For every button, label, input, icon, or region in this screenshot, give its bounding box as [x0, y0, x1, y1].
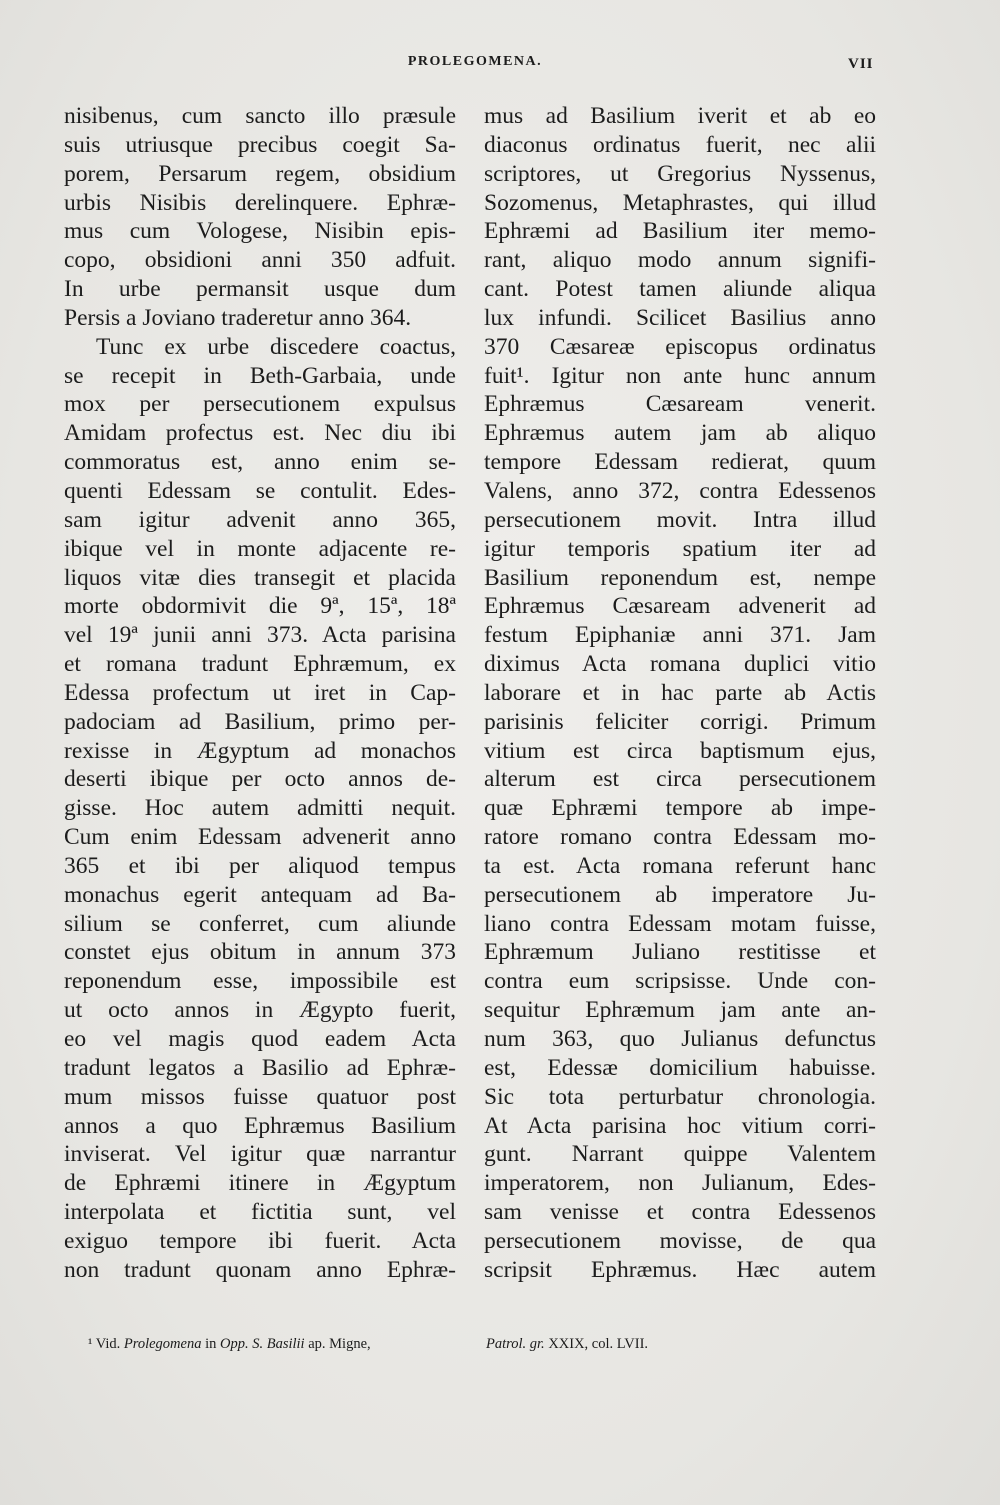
text-line: non tradunt quonam anno Ephræ- [64, 1256, 456, 1283]
text-line: Ephræmum Juliano restitisse et [484, 939, 876, 966]
text-line: Persis a Joviano traderetur anno 364. [64, 304, 412, 331]
text-line: est, Edessæ domicilium habuisse. [484, 1054, 876, 1081]
footnote-vid: Vid. [95, 1336, 121, 1352]
text-line: rexisse in Ægyptum ad monachos [64, 737, 456, 764]
text-line: rant, aliquo modo annum signifi- [484, 247, 876, 274]
text-line: alterum est circa persecutionem [484, 766, 876, 793]
text-line: ut octo annos in Ægypto fuerit, [64, 997, 456, 1024]
text-line: mus ad Basilium iverit et ab eo [484, 103, 876, 129]
text-line: monachus egerit antequam ad Ba- [64, 881, 456, 908]
footnote-patrol: Patrol. gr. [486, 1336, 545, 1352]
text-line: festum Epiphaniæ anni 371. Jam [484, 622, 876, 649]
text-line: laborare et in hac parte ab Actis [484, 679, 876, 706]
text-line: ibique vel in monte adjacente re- [64, 535, 456, 562]
text-line: scripsit Ephræmus. Hæc autem [484, 1256, 876, 1283]
text-line: Tunc ex urbe discedere coactus, [96, 333, 456, 360]
running-title: PROLEGOMENA. [407, 54, 543, 69]
text-line: sequitur Ephræmum jam ante an- [484, 997, 876, 1024]
text-line: persecutionem ab imperatore Ju- [484, 881, 876, 908]
text-line: padociam ad Basilium, primo per- [64, 708, 456, 735]
text-line: quenti Edessam se contulit. Edes- [64, 477, 456, 504]
text-line: 365 et ibi per aliquod tempus [64, 852, 456, 879]
text-line: persecutionem movit. Intra illud [484, 506, 876, 533]
right-text-column [484, 102, 876, 1285]
text-line: Sic tota perturbatur chronologia. [484, 1083, 876, 1110]
text-line: In urbe permansit usque dum [64, 276, 456, 303]
text-line: 370 Cæsareæ episcopus ordinatus [484, 333, 876, 360]
text-line: sam igitur advenit anno 365, [64, 506, 456, 533]
text-line: imperatorem, non Julianum, Edes- [484, 1170, 876, 1197]
text-line: copo, obsidioni anni 350 adfuit. [64, 247, 456, 274]
text-line: Ephræmus Cæsaream advenerit ad [484, 593, 876, 620]
text-line: persecutionem movisse, de qua [484, 1227, 876, 1254]
text-line: gunt. Narrant quippe Valentem [484, 1141, 876, 1168]
text-line: igitur temporis spatium iter ad [484, 535, 876, 562]
text-line: suis utriusque precibus coegit Sa- [64, 131, 456, 158]
text-line: contra eum scripsisse. Unde con- [484, 968, 876, 995]
text-line: num 363, quo Julianus defunctus [484, 1026, 876, 1052]
text-line: At Acta parisina hoc vitium corri- [484, 1112, 876, 1139]
text-line: eo vel magis quod eadem Acta [64, 1026, 456, 1052]
text-line: silium se conferret, cum aliunde [64, 910, 456, 937]
text-line: fuit¹. Igitur non ante hunc annum [484, 362, 876, 389]
text-line: se recepit in Beth-Garbaia, unde [64, 362, 456, 389]
text-line: ta est. Acta romana referunt hanc [484, 852, 876, 879]
footnote-marker: ¹ [88, 1336, 93, 1352]
text-line: deserti ibique per octo annos de- [64, 766, 456, 793]
text-line: cant. Potest tamen aliunde aliqua [484, 276, 876, 303]
text-line: vitium est circa baptismum ejus, [484, 737, 876, 764]
text-line: nisibenus, cum sancto illo præsule [64, 103, 456, 129]
text-line: inviserat. Vel igitur quæ narrantur [64, 1141, 456, 1168]
footnote-left [88, 1335, 371, 1353]
page-number: VII [848, 56, 874, 72]
text-line: tradunt legatos a Basilio ad Ephræ- [64, 1054, 456, 1081]
text-line: exiguo tempore ibi fuerit. Acta [64, 1227, 456, 1254]
text-line: vel 19ª junii anni 373. Acta parisina [64, 622, 456, 649]
text-line: et romana tradunt Ephræmum, ex [64, 651, 456, 678]
text-line: constet ejus obitum in annum 373 [64, 939, 456, 966]
text-line: Edessa profectum ut iret in Cap- [64, 679, 456, 706]
text-line: porem, Persarum regem, obsidium [64, 160, 456, 187]
text-line: Valens, anno 372, contra Edessenos [484, 477, 876, 504]
text-line: de Ephræmi itinere in Ægyptum [64, 1170, 456, 1197]
text-line: liano contra Edessam motam fuisse, [484, 910, 876, 937]
text-line: morte obdormivit die 9ª, 15ª, 18ª [64, 593, 456, 620]
footnote-column-ref: XXIX, col. LVII. [548, 1336, 649, 1352]
text-line: lux infundi. Scilicet Basilius anno [484, 304, 876, 331]
text-line: diximus Acta romana duplici vitio [484, 651, 876, 678]
text-line: urbis Nisibis derelinquere. Ephræ- [64, 189, 456, 216]
text-line: mum missos fuisse quatuor post [64, 1083, 456, 1110]
text-line: scriptores, ut Gregorius Nyssenus, [484, 160, 876, 187]
text-line: sam venisse et contra Edessenos [484, 1199, 876, 1226]
footnote-opp-basilii: Opp. S. Basilii [220, 1336, 305, 1352]
text-line: Ephræmus autem jam ab aliquo [484, 420, 876, 447]
text-line: ratore romano contra Edessam mo- [484, 824, 876, 851]
text-line: annos a quo Ephræmus Basilium [64, 1112, 456, 1139]
text-line: quæ Ephræmi tempore ab impe- [484, 795, 876, 822]
footnote-in: in [205, 1336, 217, 1352]
footnote-migne: ap. Migne, [308, 1336, 371, 1352]
text-line: Ephræmi ad Basilium iter memo- [484, 218, 876, 245]
text-line: reponendum esse, impossibile est [64, 968, 456, 995]
text-line: Ephræmus Cæsaream venerit. [484, 391, 876, 418]
text-line: Basilium reponendum est, nempe [484, 564, 876, 591]
text-line: Cum enim Edessam advenerit anno [64, 824, 456, 851]
left-text-column [64, 102, 456, 1285]
text-line: gisse. Hoc autem admitti nequit. [64, 795, 456, 822]
text-line: Amidam profectus est. Nec diu ibi [64, 420, 456, 447]
text-line: Sozomenus, Metaphrastes, qui illud [484, 189, 876, 216]
footnote-right [486, 1335, 648, 1353]
text-line: interpolata et fictitia sunt, vel [64, 1199, 456, 1226]
text-line: liquos vitæ dies transegit et placida [64, 564, 456, 591]
text-line: commoratus est, anno enim se- [64, 449, 456, 476]
text-line: mus cum Vologese, Nisibin epis- [64, 218, 456, 245]
text-line: tempore Edessam redierat, quum [484, 449, 876, 476]
text-line: mox per persecutionem expulsus [64, 391, 456, 418]
text-line: parisinis feliciter corrigi. Primum [484, 708, 876, 735]
text-line: diaconus ordinatus fuerit, nec alii [484, 131, 876, 158]
footnote-prolegomena: Prolegomena [123, 1336, 202, 1352]
